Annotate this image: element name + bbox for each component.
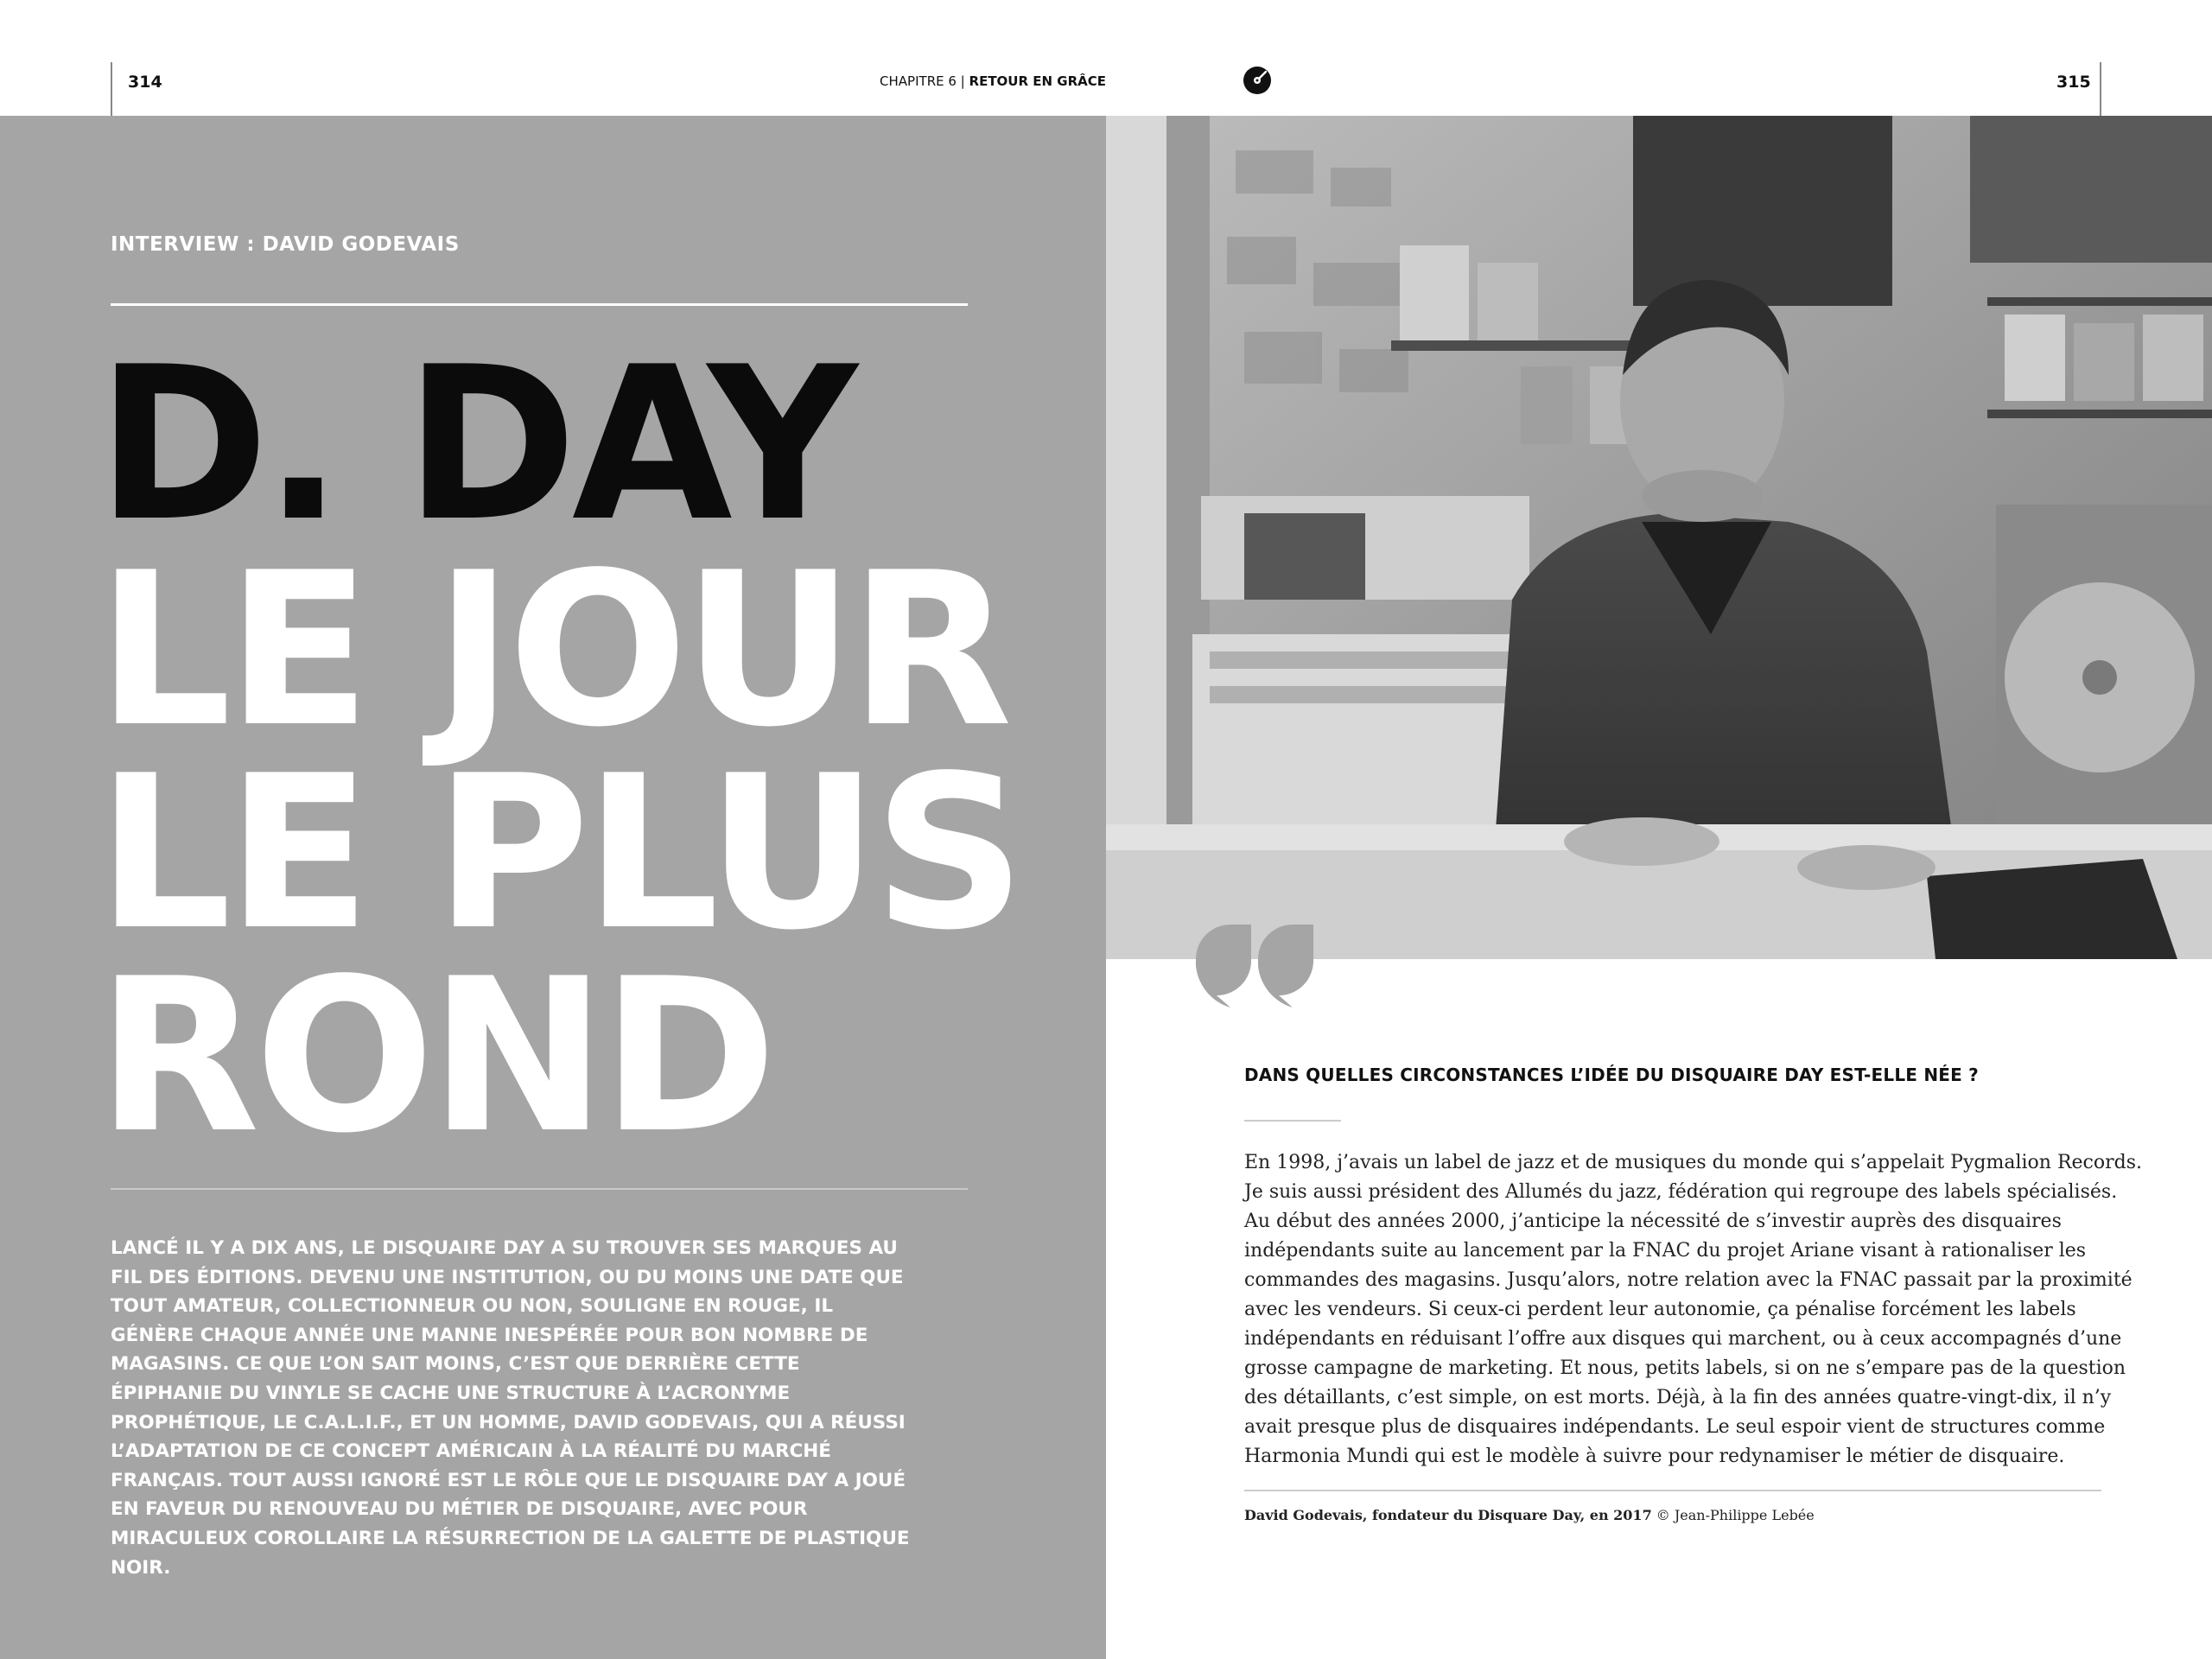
- answer-line: Je suis aussi président des Allumés du jazz, fédération qui regroupe des labels spécialisés.: [1244, 1181, 2118, 1203]
- kicker-rule: [111, 303, 968, 306]
- quotation-mark-icon: [1196, 914, 1317, 1018]
- answer-line: Harmonia Mundi qui est le modèle à suivre pour redynamiser le métier de disquaire.: [1244, 1446, 2065, 1467]
- answer-line: Au début des années 2000, j’anticipe la nécessité de s’investir auprès des disquaires: [1244, 1211, 2062, 1232]
- header-rule-right: [2100, 62, 2101, 116]
- title-line-1: D. DAY: [97, 321, 853, 568]
- answer-line: indépendants en réduisant l’offre aux disques qui marchent, ou à ceux accompagnés d’une: [1244, 1328, 2122, 1350]
- chapter-label: CHAPITRE 6 |: [880, 73, 965, 89]
- caption-credit: © Jean-Philippe Lebée: [1651, 1507, 1815, 1523]
- title-line-2: LE JOUR: [97, 527, 1007, 773]
- answer-line: En 1998, j’avais un label de jazz et de musiques du monde qui s’appelait Pygmalion Records.: [1244, 1152, 2142, 1173]
- chapter-title: RETOUR EN GRÂCE: [969, 73, 1106, 89]
- intro-rule: [111, 1188, 968, 1190]
- intro-paragraph: LANCÉ IL Y A DIX ANS, LE DISQUAIRE DAY A SU TROUVER SES MARQUES AU FIL DES ÉDITIONS. DEVENU UNE INSTITUTION, OU DU MOINS UNE DATE QUE TOUT AMATEUR, COLLECTIONNEUR OU NON, SOULIGNE EN ROUGE, IL GÉNÈRE CHAQUE ANNÉE UNE MANNE INESPÉRÉE POUR BON NOMBRE DE MAGASINS. CE QUE L’ON SAIT MOINS, C’EST QUE DERRIÈRE CETTE ÉPIPHANIE DU VINYLE SE CACHE UNE STRUCTURE À L’ACRONYME PROPHÉTIQUE, LE C.A.L.I.F., ET UN HOMME, DAVID GODEVAIS, QUI A RÉUSSI L’ADAPTATION DE CE CONCEPT AMÉRICAIN À LA RÉALITÉ DU MARCHÉ FRANÇAIS. TOUT AUSSI IGNORÉ EST LE RÔLE QUE LE DISQUAIRE DAY A JOUÉ EN FAVEUR DU RENOUVEAU DU MÉTIER DE DISQUAIRE, AVEC POUR MIRACULEUX COROLLAIRE LA RÉSURRECTION DE LA GALETTE DE PLASTIQUE NOIR.: [111, 1237, 910, 1579]
- question-rule: [1244, 1120, 1341, 1122]
- interview-photo: [1106, 116, 2212, 959]
- vinyl-disc-icon: [1243, 66, 1272, 95]
- answer-line: grosse campagne de marketing. Et nous, petits labels, si on ne s’empare pas de la question: [1244, 1357, 2126, 1379]
- title-line-3: LE PLUS: [97, 730, 1021, 976]
- caption-rule: [1244, 1490, 2101, 1491]
- right-page-number: 315: [2056, 73, 2091, 92]
- interview-question: DANS QUELLES CIRCONSTANCES L’IDÉE DU DISQUAIRE DAY EST-ELLE NÉE ?: [1244, 1065, 1979, 1085]
- answer-line: des détaillants, c’est simple, on est morts. Déjà, à la fin des années quatre-vingt-dix, il n’y: [1244, 1387, 2112, 1408]
- photo-caption: [1244, 1507, 1815, 1523]
- chapter-heading: [605, 73, 1106, 89]
- interview-kicker: INTERVIEW : DAVID GODEVAIS: [111, 233, 460, 256]
- interview-answer: [1244, 1148, 2142, 1471]
- answer-line: avait presque plus de disquaires indépendants. Le seul espoir vient de structures comme: [1244, 1416, 2106, 1438]
- answer-line: avec les vendeurs. Si ceux-ci perdent leur autonomie, ça pénalise forcément les labels: [1244, 1299, 2076, 1320]
- answer-line: commandes des magasins. Jusqu’alors, notre relation avec la FNAC passait par la proximité: [1244, 1269, 2133, 1291]
- title-line-4: ROND: [97, 933, 772, 1179]
- caption-subject: David Godevais, fondateur du Disquare Day, en 2017: [1244, 1507, 1652, 1523]
- left-page-number: 314: [128, 73, 162, 92]
- photo-illustration: [1106, 116, 2212, 959]
- header-rule-left: [111, 62, 112, 116]
- answer-line: indépendants suite au lancement par la FNAC du projet Ariane visant à rationaliser les: [1244, 1240, 2087, 1262]
